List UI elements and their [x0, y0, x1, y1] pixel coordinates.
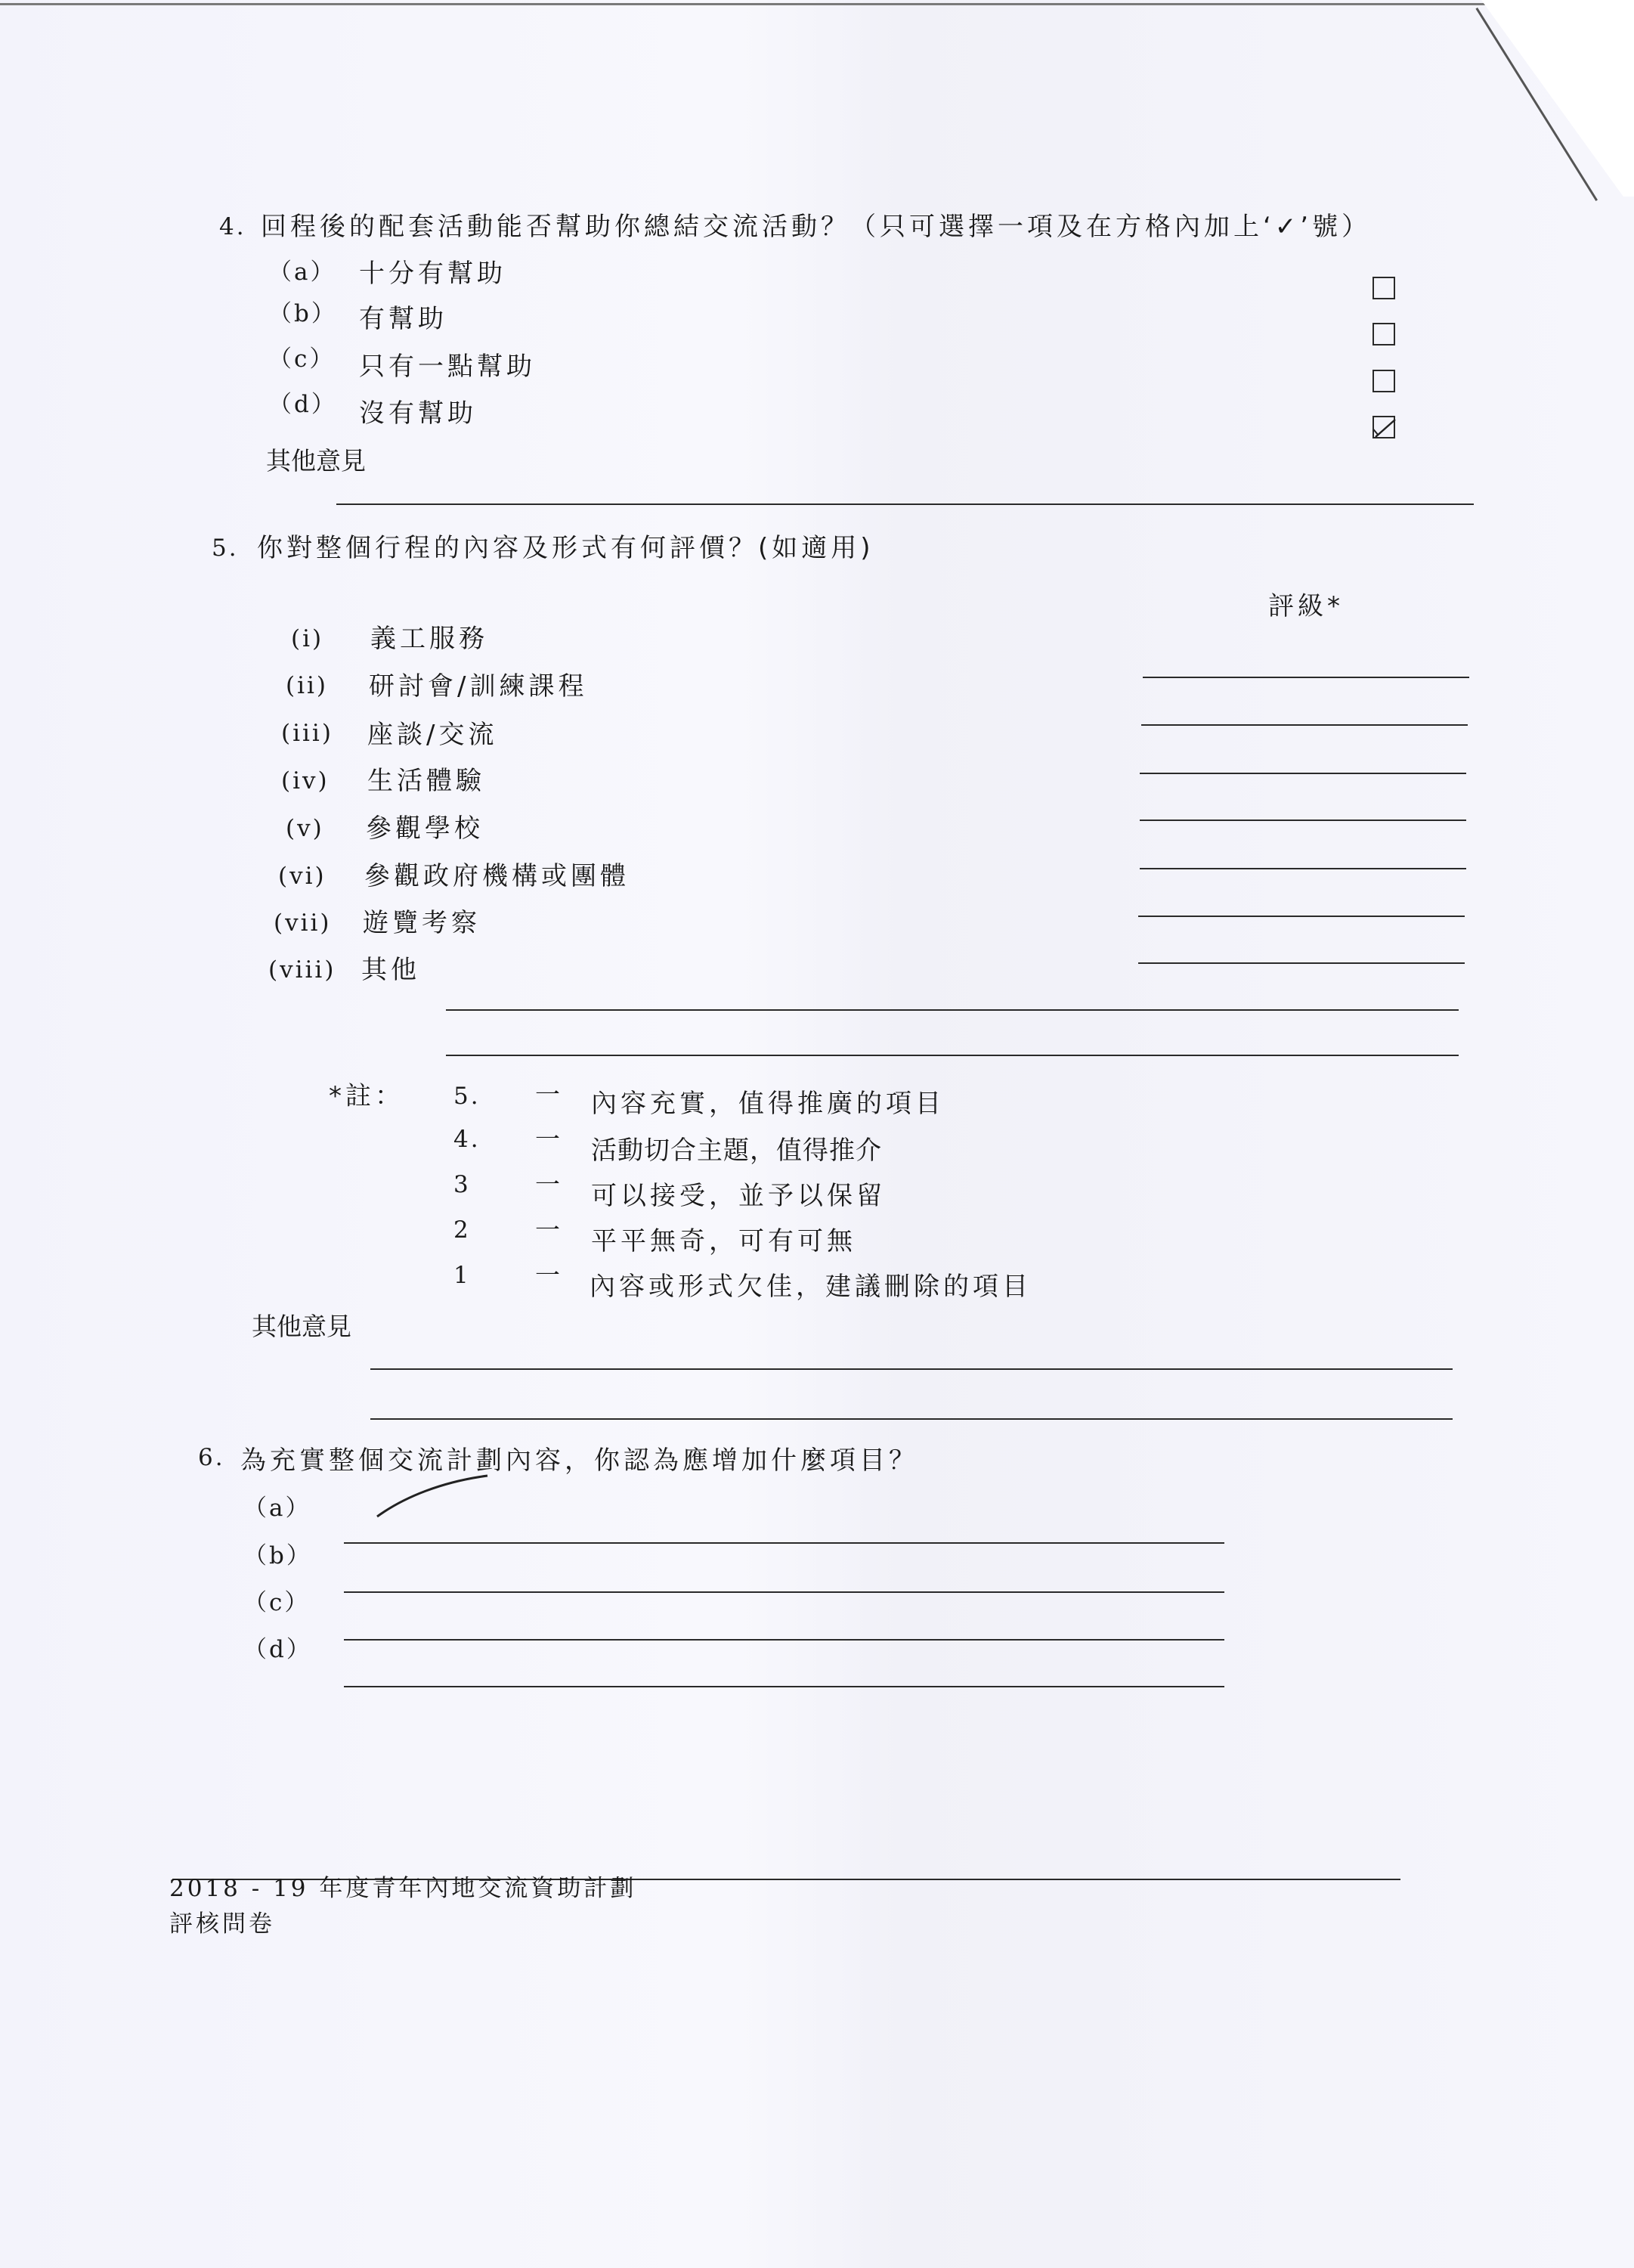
q5-item-i-rating-line[interactable] [1143, 677, 1469, 678]
scale-1-text: 內容或形式欠佳，建議刪除的項目 [590, 1272, 1032, 1302]
q5-item-iv-text: 生活體驗 [367, 766, 485, 796]
q5-item-vii-rating-line[interactable] [1138, 962, 1465, 964]
q6-number: 6. [198, 1444, 225, 1471]
q6-option-d-label: （d） [243, 1636, 312, 1663]
scale-1-score: 1 [453, 1262, 471, 1289]
pen-stroke-scribble [374, 1474, 495, 1520]
q4-option-c-text: 只有一點幫助 [359, 352, 536, 382]
scale-5-dash: 一 [535, 1080, 560, 1109]
q5-item-vii-text: 遊覽考察 [363, 908, 481, 938]
footer-document-title: 評核問卷 [169, 1910, 275, 1938]
q5-item-iii-text: 座談/交流 [367, 720, 498, 750]
q4-other-label: 其他意見 [266, 446, 366, 476]
scale-4-dash: 一 [535, 1124, 560, 1154]
q5-number: 5. [212, 534, 239, 562]
scale-4-text: 活動切合主題，值得推介 [591, 1136, 882, 1166]
q5-item-iii-rating-line[interactable] [1140, 773, 1466, 774]
q5-other-input-line-1[interactable] [370, 1368, 1453, 1370]
q4-number: 4. [219, 213, 246, 240]
q6-option-d-input-line[interactable] [344, 1686, 1224, 1687]
q5-other-label: 其他意見 [252, 1312, 351, 1341]
q4-question: 回程後的配套活動能否幫助你總結交流活動？（只可選擇一項及在方格內加上‘✓’號） [261, 212, 1372, 242]
q5-item-vi-label: (vi) [278, 863, 326, 890]
q4-option-d-checkbox[interactable] [1372, 416, 1395, 438]
scale-1-dash: 一 [535, 1260, 560, 1290]
q4-option-a-text: 十分有幫助 [359, 259, 506, 289]
q5-item-ii-rating-line[interactable] [1141, 724, 1468, 726]
q5-item-iii-label: (iii) [281, 720, 333, 747]
q6-option-a-label: （a） [243, 1495, 311, 1522]
scale-2-dash: 一 [535, 1215, 560, 1244]
scale-2-text: 平平無奇，可有可無 [591, 1226, 856, 1256]
scale-3-score: 3 [453, 1171, 471, 1198]
folded-corner [1481, 0, 1634, 197]
q5-item-v-rating-line[interactable] [1140, 868, 1466, 869]
q5-item-v-label: (v) [286, 815, 324, 842]
q4-option-b-checkbox[interactable] [1372, 323, 1395, 345]
handwritten-tick-mark [1374, 417, 1397, 440]
q4-option-d-text: 沒有幫助 [359, 398, 477, 429]
q4-other-input-line[interactable] [336, 503, 1474, 505]
q5-item-viii-text: 其他 [361, 955, 420, 985]
q5-item-ii-label: (ii) [286, 672, 329, 699]
scale-3-dash: 一 [535, 1170, 560, 1199]
q6-option-c-label: （c） [243, 1589, 311, 1616]
q5-item-vii-label: (vii) [274, 909, 332, 937]
q4-option-b-text: 有幫助 [359, 304, 447, 334]
scale-5-text: 內容充實，值得推廣的項目 [591, 1089, 945, 1119]
q4-option-b-label: （b） [268, 300, 337, 327]
q5-item-vi-text: 參觀政府機構或團體 [364, 861, 630, 891]
scale-2-score: 2 [453, 1216, 471, 1244]
q5-item-iv-rating-line[interactable] [1140, 820, 1466, 821]
q5-item-iv-label: (iv) [281, 767, 330, 795]
q6-option-c-input-line[interactable] [344, 1639, 1224, 1641]
q5-rating-header: 評級* [1268, 591, 1344, 621]
q4-option-a-label: （a） [268, 259, 336, 286]
q5-other-item-line-1[interactable] [446, 1009, 1459, 1011]
q6-question: 為充實整個交流計劃內容，你認為應增加什麼項目？ [240, 1445, 918, 1476]
q5-item-i-text: 義工服務 [370, 624, 488, 654]
q4-option-c-label: （c） [268, 345, 336, 373]
q5-item-vi-rating-line[interactable] [1138, 916, 1465, 917]
q5-item-ii-text: 研討會/訓練課程 [369, 671, 588, 702]
q5-other-input-line-2[interactable] [370, 1418, 1453, 1420]
scale-4-score: 4. [453, 1126, 481, 1153]
footer-program-title: 2018 - 19 年度青年內地交流資助計劃 [169, 1875, 637, 1902]
q4-option-d-label: （d） [268, 391, 337, 418]
q5-note-label: *註： [329, 1081, 404, 1111]
q5-other-item-line-2[interactable] [446, 1055, 1459, 1056]
q4-option-c-checkbox[interactable] [1372, 370, 1395, 392]
scale-5-score: 5. [453, 1083, 481, 1110]
q5-item-viii-label: (viii) [268, 956, 336, 984]
q4-option-a-checkbox[interactable] [1372, 277, 1395, 299]
page-top-edge [0, 3, 1493, 5]
q6-option-b-label: （b） [243, 1542, 312, 1569]
q5-item-v-text: 參觀學校 [366, 813, 484, 844]
q6-option-a-input-line[interactable] [344, 1542, 1224, 1544]
q6-option-b-input-line[interactable] [344, 1591, 1224, 1593]
q5-item-i-label: (i) [291, 625, 324, 652]
scale-3-text: 可以接受，並予以保留 [591, 1181, 886, 1211]
q5-question: 你對整個行程的內容及形式有何評價？(如適用) [257, 533, 874, 563]
